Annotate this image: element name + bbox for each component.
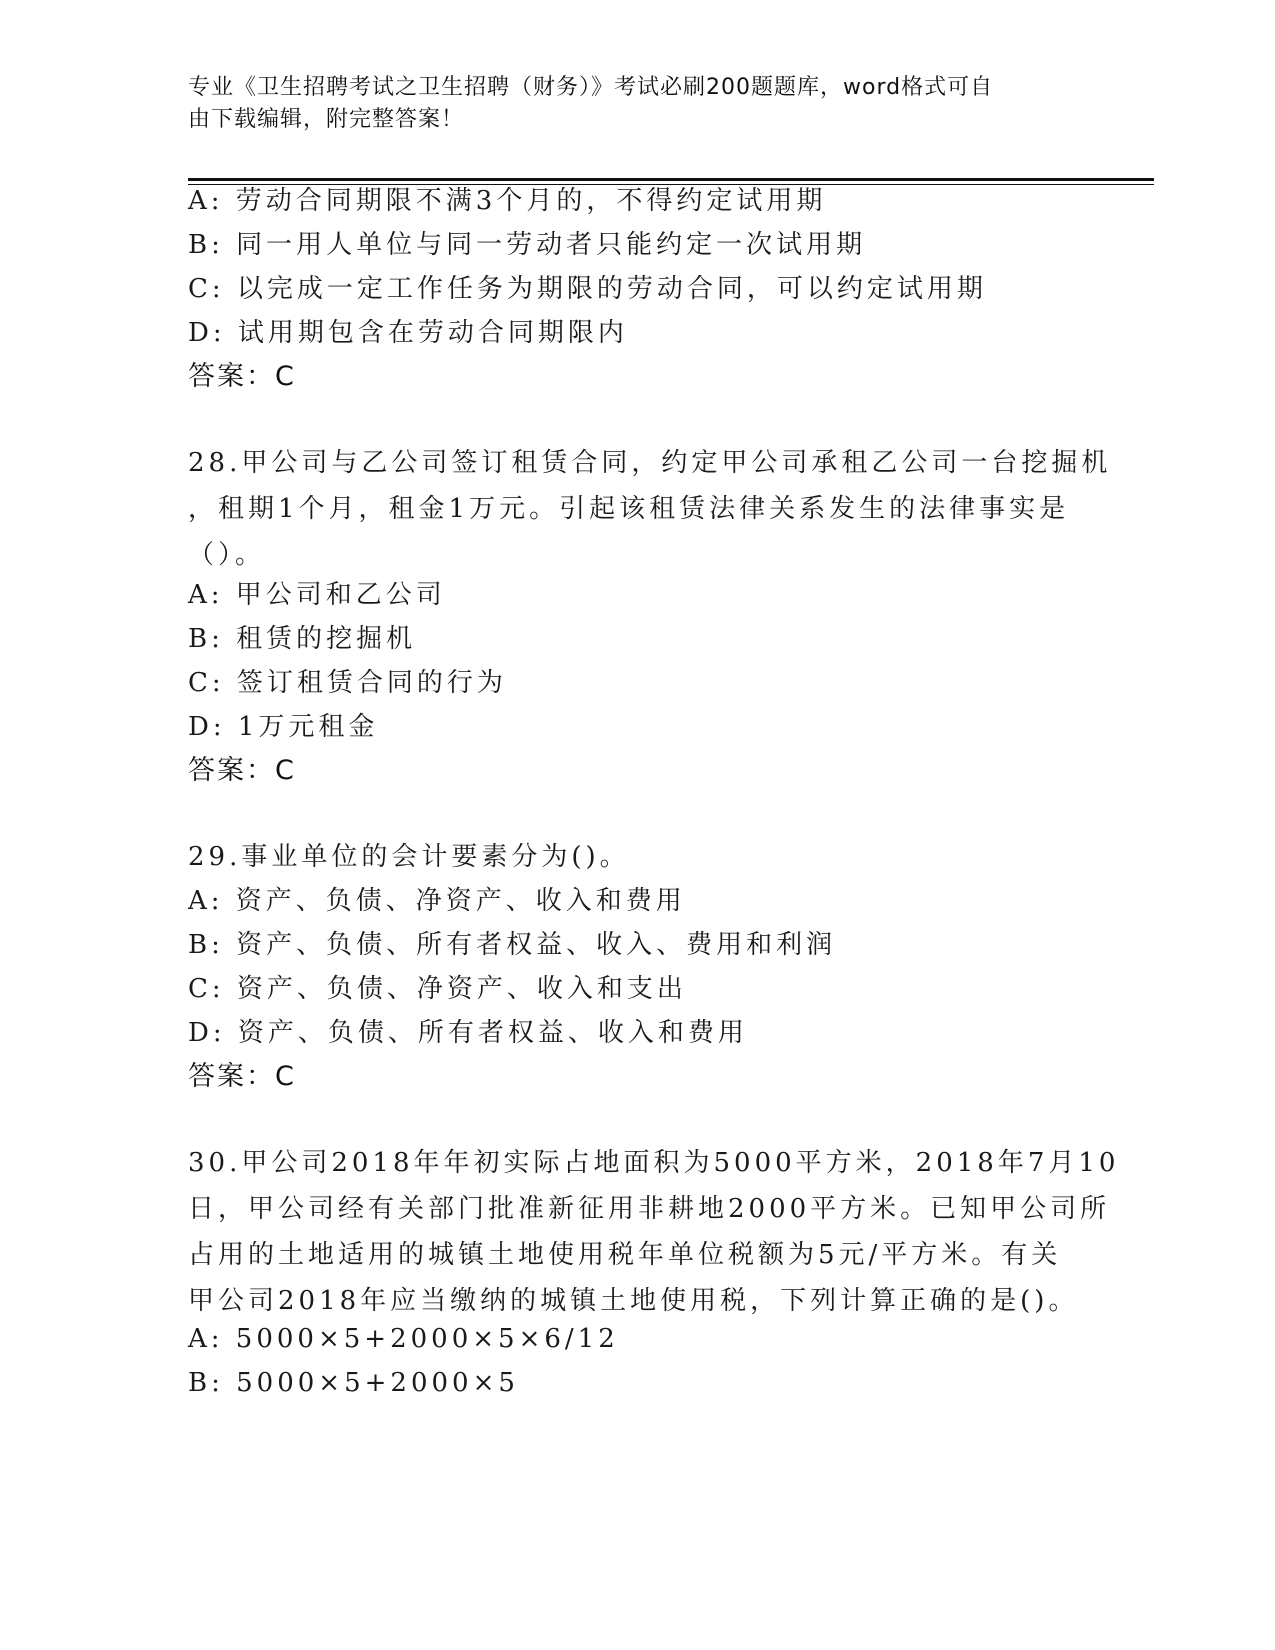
- question-30-stem-line-2: 日，甲公司经有关部门批准新征用非耕地2000平方米。已知甲公司所: [188, 1194, 1111, 1224]
- prev-option-a: A: 劳动合同期限不满3个月的，不得约定试用期: [188, 186, 827, 216]
- question-28-stem: [188, 440, 1112, 578]
- question-30-option-a: A: 5000×5+2000×5×6/12: [188, 1324, 619, 1354]
- prev-option-c: C: 以完成一定工作任务为期限的劳动合同，可以约定试用期: [188, 274, 987, 304]
- question-30-stem: [188, 1140, 1120, 1324]
- question-29-stem: [188, 834, 1088, 880]
- question-30-option-b: B: 5000×5+2000×5: [188, 1368, 519, 1398]
- question-30-stem-line-3: 占用的土地适用的城镇土地使用税年单位税额为5元/平方米。有关: [188, 1240, 1062, 1270]
- question-28-option-c: C: 签订租赁合同的行为: [188, 668, 507, 698]
- prev-answer: 答案：C: [188, 361, 296, 392]
- header-line-1: 专业《卫生招聘考试之卫生招聘（财务）》考试必刷200题题库，word格式可自: [188, 75, 994, 100]
- header-line-2: 由下载编辑，附完整答案！: [188, 107, 465, 132]
- question-30-stem-line-1: 30.甲公司2018年年初实际占地面积为5000平方米，2018年7月10: [188, 1148, 1120, 1178]
- question-29-option-a: A: 资产、负债、净资产、收入和费用: [188, 886, 686, 916]
- prev-option-d: D: 试用期包含在劳动合同期限内: [188, 318, 628, 348]
- question-29-option-d: D: 资产、负债、所有者权益、收入和费用: [188, 1018, 748, 1048]
- question-28-answer: 答案：C: [188, 755, 296, 786]
- question-28-option-a: A: 甲公司和乙公司: [188, 580, 446, 610]
- question-29-stem-line-1: 29.事业单位的会计要素分为()。: [188, 842, 630, 872]
- question-28-stem-line-1: 28.甲公司与乙公司签订租赁合同，约定甲公司承租乙公司一台挖掘机: [188, 448, 1112, 478]
- question-29-answer: 答案：C: [188, 1061, 296, 1092]
- question-29-option-b: B: 资产、负债、所有者权益、收入、费用和利润: [188, 930, 837, 960]
- question-28-stem-line-3: （）。: [188, 540, 266, 570]
- question-28-option-d: D: 1万元租金: [188, 712, 379, 742]
- question-28-option-b: B: 租赁的挖掘机: [188, 624, 417, 654]
- question-28-stem-line-2: ，租期1个月，租金1万元。引起该租赁法律关系发生的法律事实是: [188, 494, 1070, 524]
- question-30-stem-line-4: 甲公司2018年应当缴纳的城镇土地使用税，下列计算正确的是()。: [188, 1286, 1079, 1316]
- prev-option-b: B: 同一用人单位与同一劳动者只能约定一次试用期: [188, 230, 867, 260]
- document-header: [188, 72, 1068, 136]
- question-29-option-c: C: 资产、负债、净资产、收入和支出: [188, 974, 687, 1004]
